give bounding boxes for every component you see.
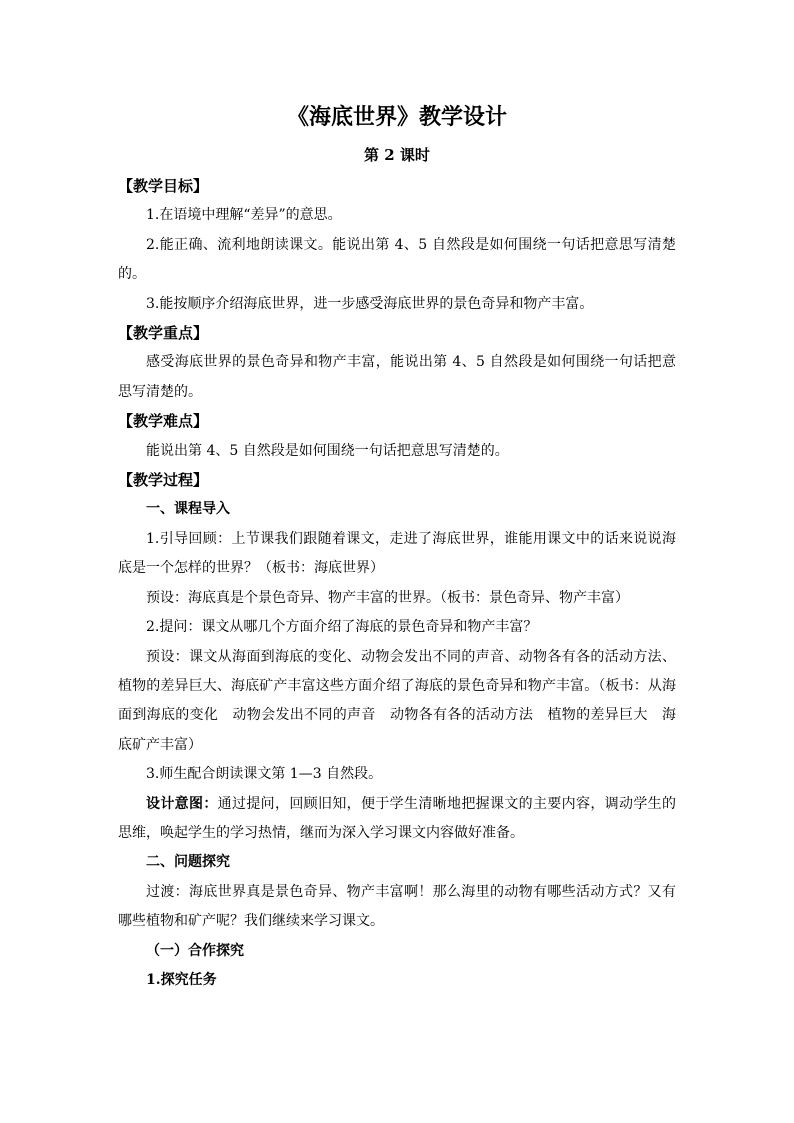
document-title: 《海底世界》教学设计 bbox=[286, 104, 507, 130]
section-intro-heading: 一、课程导入 bbox=[146, 501, 230, 518]
goals-heading: 【教学目标】 bbox=[118, 177, 209, 195]
design-intent-text: 通过提问，回顾旧知，便于学生清晰地把握课文的主要内容，调动学生的思维，唤起学生的学习热情，继而为深入学习课文内容做好准备。 bbox=[118, 795, 677, 841]
design-intent-paragraph bbox=[118, 790, 676, 849]
intro-paragraph-3: 2.提问：课文从哪几个方面介绍了海底的景色奇异和物产丰富？ bbox=[146, 619, 538, 636]
intro-paragraph-4: 预设：课文从海面到海底的变化、动物会发出不同的声音、动物各有各的活动方法、植物的差异巨大、海底矿产丰富这些方面介绍了海底的景色奇异和物产丰富。（板书：从海面到海底的变化 动物会发出不同的声音 动物各有各的活动方法 植物的差异巨大 海底矿产丰富） bbox=[118, 648, 676, 753]
cooperative-explore-heading: （一）合作探究 bbox=[146, 942, 244, 959]
difficulty-heading: 【教学难点】 bbox=[118, 412, 209, 431]
document-subtitle: 第 2 课时 bbox=[364, 146, 430, 164]
design-intent-label: 设计意图： bbox=[146, 795, 218, 812]
goal-item-3: 3.能按顺序介绍海底世界，进一步感受海底世界的景色奇异和物产丰富。 bbox=[146, 295, 594, 312]
explore-task-heading: 1.探究任务 bbox=[146, 971, 217, 988]
intro-paragraph-1: 1.引导回顾：上节课我们跟随着课文，走进了海底世界，谁能用课文中的话来说说海底是一个怎样的世界？（板书：海底世界） bbox=[118, 530, 676, 577]
document-body bbox=[118, 172, 676, 995]
process-heading: 【教学过程】 bbox=[118, 471, 209, 490]
difficulty-text: 能说出第 4、5 自然段是如何围绕一句话把意思写清楚的。 bbox=[146, 442, 509, 459]
intro-paragraph-5: 3.师生配合朗读课文第 1—3 自然段。 bbox=[146, 766, 383, 783]
explore-paragraph-1: 过渡：海底世界真是景色奇异、物产丰富啊！那么海里的动物有哪些活动方式？又有哪些植物和矿产呢？我们继续来学习课文。 bbox=[118, 883, 676, 930]
goal-item-2: 2.能正确、流利地朗读课文。能说出第 4、5 自然段是如何围绕一句话把意思写清楚的。 bbox=[118, 236, 676, 283]
key-point-text: 感受海底世界的景色奇异和物产丰富，能说出第 4、5 自然段是如何围绕一句话把意思写清楚的。 bbox=[118, 354, 676, 400]
intro-paragraph-2: 预设：海底真是个景色奇异、物产丰富的世界。（板书：景色奇异、物产丰富） bbox=[146, 589, 629, 606]
goal-item-1: 1.在语境中理解“差异”的意思。 bbox=[146, 207, 342, 224]
section-explore-heading: 二、问题探究 bbox=[146, 854, 230, 871]
key-point-heading: 【教学重点】 bbox=[118, 324, 209, 343]
